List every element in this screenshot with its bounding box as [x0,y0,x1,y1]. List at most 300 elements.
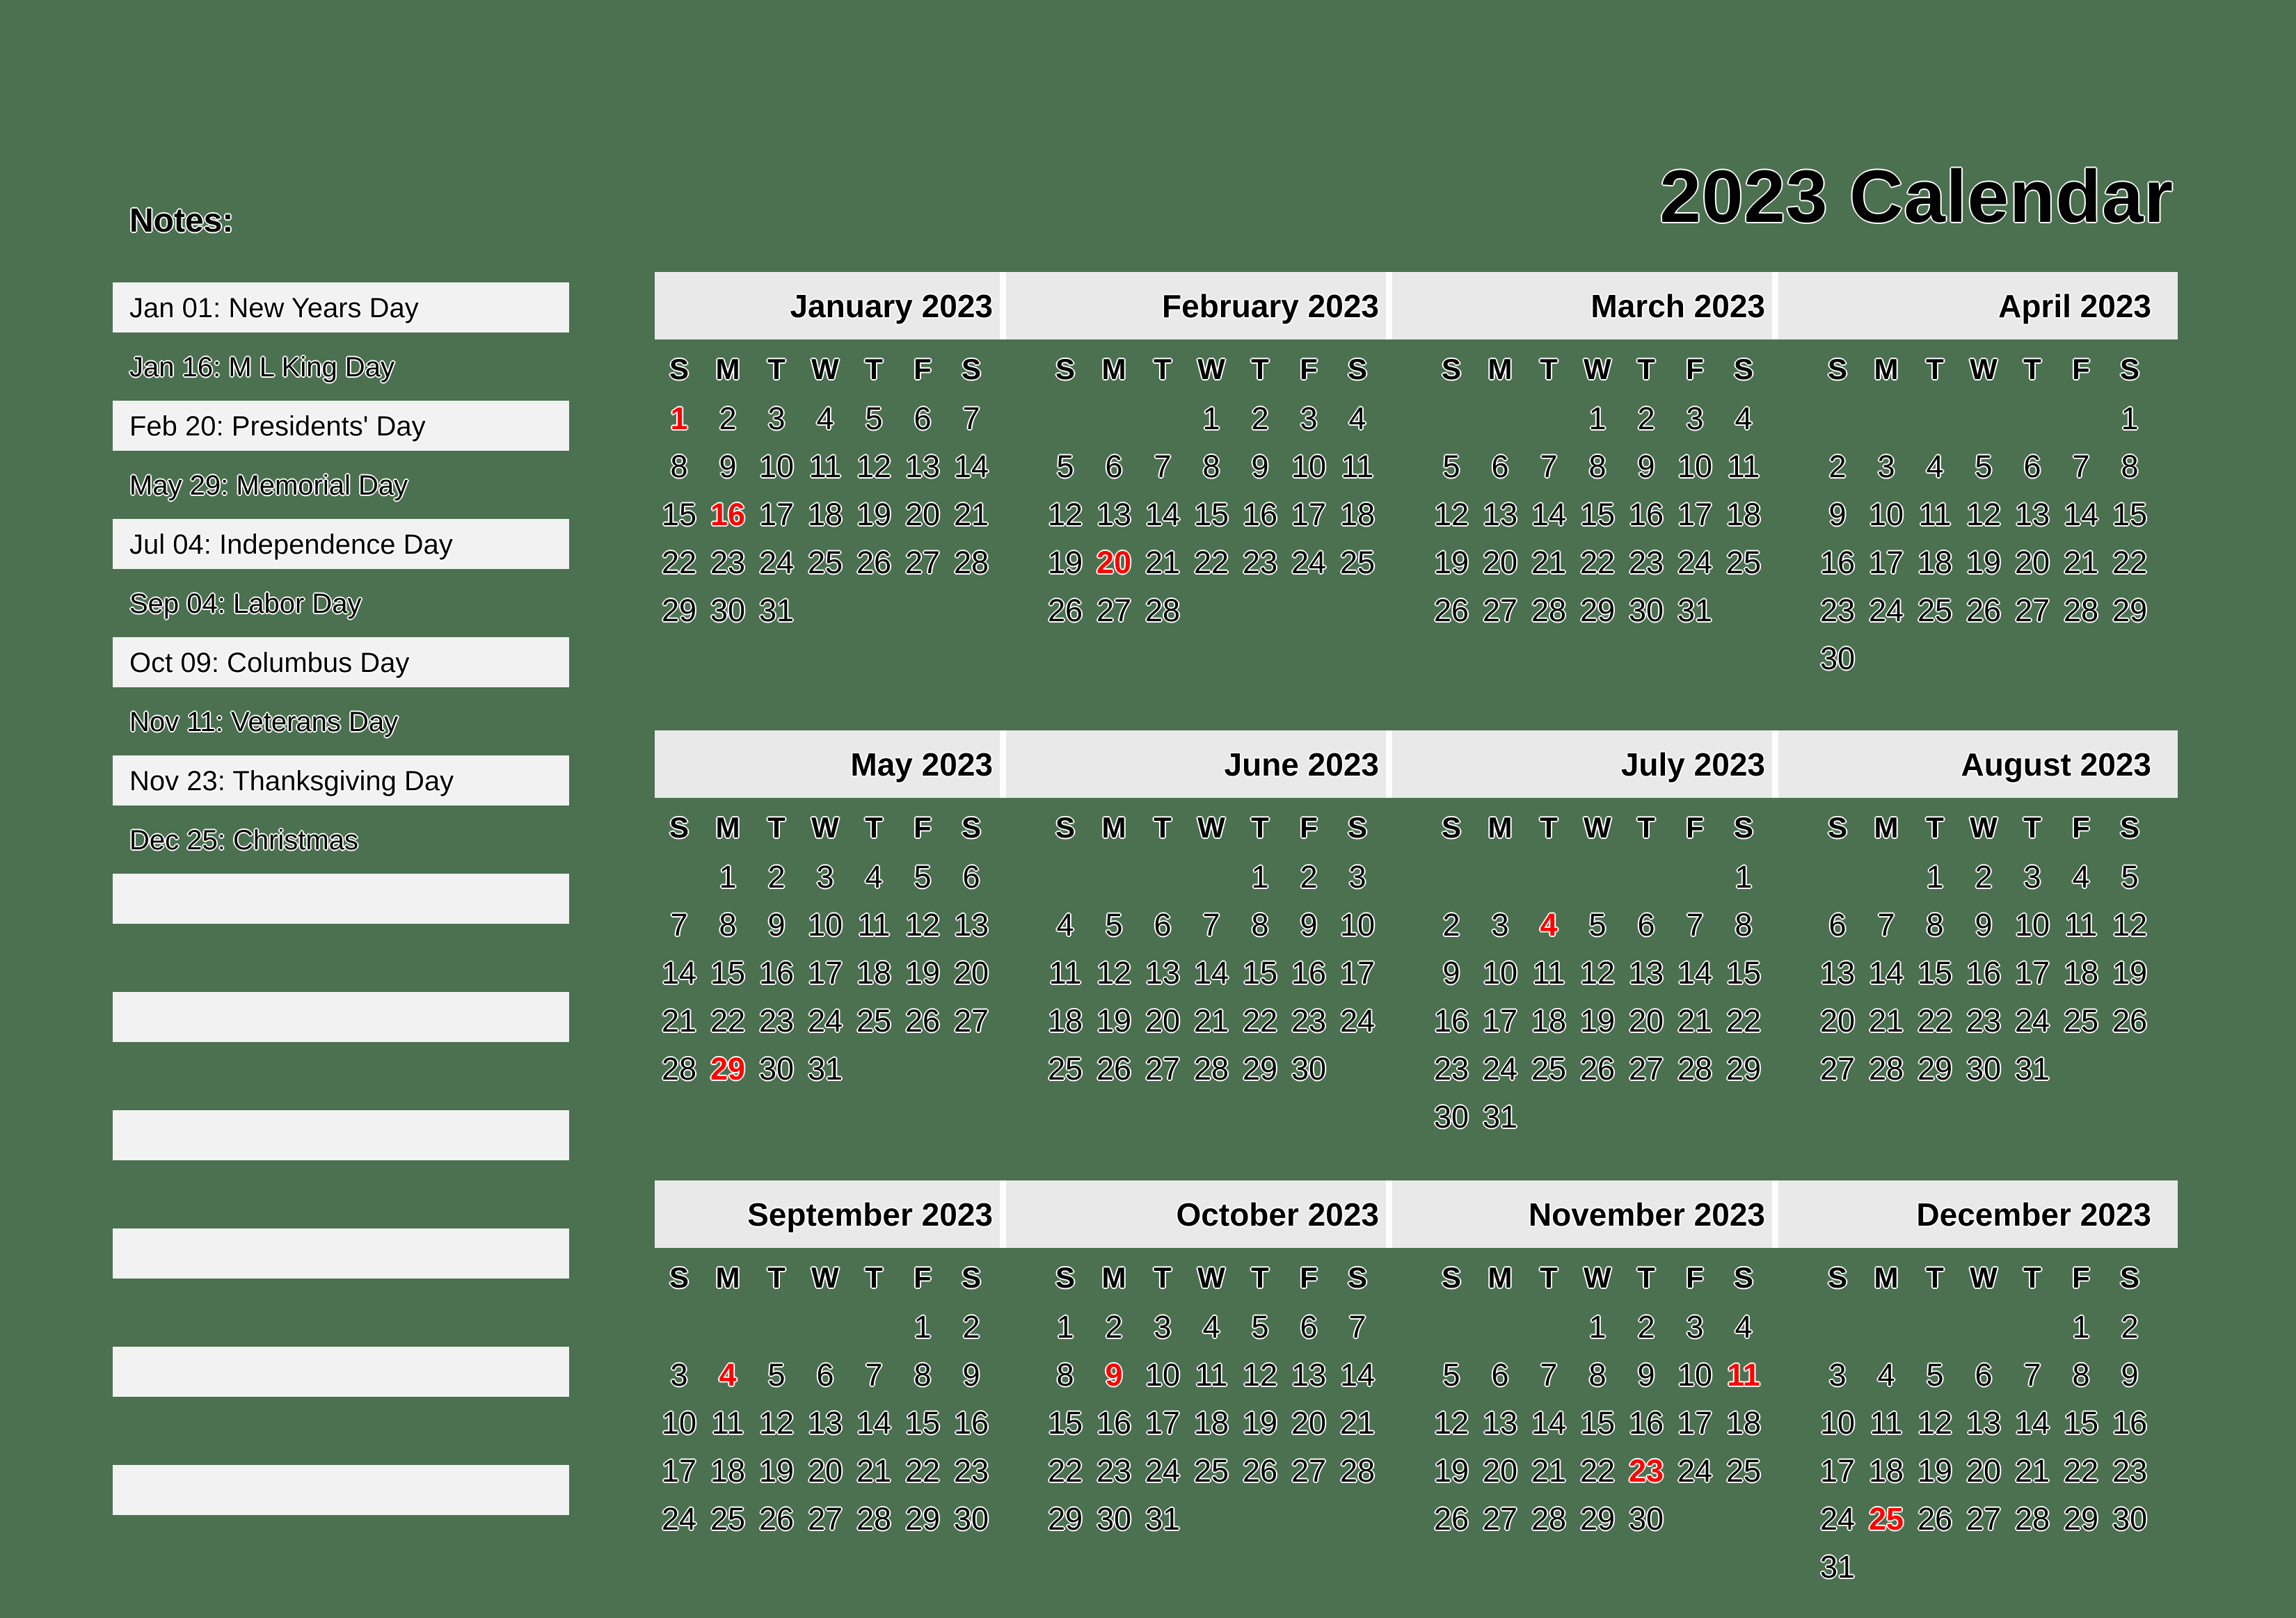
day-cell: 24 [1145,1453,1181,1489]
day-cell: 9 [962,1357,980,1393]
day-cell: 14 [1193,955,1229,991]
day-cell: 1 [1056,1309,1074,1345]
day-cell: 16 [1291,955,1327,991]
day-cell: 1 [2072,1309,2090,1345]
day-cell: 23 [710,545,746,580]
day-cell: 20 [1482,1453,1518,1489]
day-cell: 2 [962,1309,980,1345]
weekday-letter: W [1584,353,1611,385]
empty-note-row [113,1051,569,1101]
month-title: September 2023 [747,1196,993,1233]
week-row [1041,1399,1382,1447]
weekday-letter: F [914,811,932,844]
weekday-letter: F [2072,353,2090,385]
day-cell: 29 [1725,1051,1762,1087]
weekday-letter: M [1874,811,1899,844]
day-cell: 7 [1540,1357,1558,1393]
empty-day-cell [1573,1093,1622,1141]
week-row [655,538,996,586]
weekday-header-row [655,811,996,844]
day-cell: 12 [904,907,941,943]
day-cell: 17 [1677,1405,1713,1441]
weeks-grid [655,394,996,634]
week-row [1427,949,1768,997]
day-cell: 22 [2063,1453,2099,1489]
weeks-grid [1427,1303,1768,1543]
holiday-day-cell: 1 [670,401,688,436]
day-cell: 30 [1433,1099,1469,1135]
empty-day-cell [1476,1303,1524,1351]
day-cell: 1 [719,859,737,895]
day-cell: 2 [767,859,786,895]
day-cell: 10 [2014,907,2050,943]
day-cell: 2 [1637,401,1655,436]
day-cell: 25 [710,1501,746,1537]
day-cell: 6 [1300,1309,1318,1345]
weekday-letter: W [1970,353,1998,385]
weekday-letter: F [1300,811,1318,844]
day-cell: 25 [1725,1453,1762,1489]
day-cell: 10 [807,907,843,943]
month-february [1041,272,1427,682]
week-row [1427,1045,1768,1093]
day-cell: 26 [1579,1051,1616,1087]
empty-day-cell [2057,1045,2105,1093]
day-cell: 20 [1482,545,1518,580]
day-cell: 27 [1819,1051,1856,1087]
weeks-grid [1041,1303,1382,1543]
weekday-letter: T [1540,353,1558,385]
weekday-letter: S [669,811,689,844]
day-cell: 27 [1145,1051,1181,1087]
weeks-grid [1041,853,1382,1093]
empty-day-cell [1719,586,1768,634]
empty-day-cell [655,1303,703,1351]
empty-day-cell [1476,394,1524,442]
day-cell: 14 [856,1405,892,1441]
day-cell: 16 [1433,1003,1469,1039]
empty-day-cell [1236,1495,1284,1543]
weekday-letter: M [715,1261,740,1294]
holiday-day-cell: 4 [1540,907,1558,943]
empty-note-row [113,1406,569,1456]
day-cell: 22 [1242,1003,1278,1039]
day-cell: 17 [2014,955,2050,991]
day-cell: 27 [1966,1501,2002,1537]
week-row [1813,1447,2154,1495]
day-cell: 26 [856,545,892,580]
day-cell: 5 [1975,449,1993,484]
day-cell: 8 [1202,449,1220,484]
day-cell: 10 [1339,907,1376,943]
day-cell: 14 [2014,1405,2050,1441]
day-cell: 28 [2063,593,2099,628]
day-cell: 27 [1482,593,1518,628]
week-row [1041,586,1382,634]
weekday-letter: T [1251,353,1269,385]
day-cell: 7 [1686,907,1704,943]
weekday-letter: S [1827,353,1847,385]
day-cell: 8 [914,1357,932,1393]
month-title: December 2023 [1916,1196,2151,1233]
day-cell: 2 [1105,1309,1123,1345]
day-cell: 13 [1628,955,1664,991]
day-cell: 13 [1819,955,1856,991]
weekday-letter: S [1827,811,1847,844]
day-cell: 21 [1339,1405,1376,1441]
day-cell: 7 [670,907,688,943]
week-row [1427,1351,1768,1399]
empty-day-cell [703,1303,752,1351]
week-row [1427,586,1768,634]
day-cell: 18 [710,1453,746,1489]
weekday-letter: T [767,811,786,844]
week-row [1427,1303,1768,1351]
empty-day-cell [1041,853,1090,901]
weekday-header-row [1427,353,1768,386]
week-row [1813,442,2154,490]
day-cell: 11 [1870,1405,1903,1441]
week-row [1041,1303,1382,1351]
day-cell: 17 [1819,1453,1856,1489]
day-cell: 9 [1975,907,1993,943]
day-cell: 23 [1628,545,1664,580]
day-cell: 30 [758,1051,795,1087]
day-cell: 16 [758,955,795,991]
day-cell: 24 [807,1003,843,1039]
day-cell: 24 [2014,1003,2050,1039]
day-cell: 26 [904,1003,941,1039]
weekday-letter: W [1584,1261,1611,1294]
month-june [1041,730,1427,1141]
holiday-note-row: Feb 20: Presidents' Day [113,401,569,451]
day-cell: 9 [1442,955,1460,991]
day-cell: 12 [1966,497,2002,532]
weeks-grid [1813,1303,2154,1591]
day-cell: 24 [1482,1051,1518,1087]
day-cell: 29 [2112,593,2148,628]
day-cell: 12 [856,449,892,484]
weekday-header-row [1427,811,1768,844]
day-cell: 10 [1868,497,1904,532]
holiday-note-row: Nov 23: Thanksgiving Day [113,755,569,806]
week-row [655,1447,996,1495]
day-cell: 24 [1677,1453,1713,1489]
day-cell: 6 [1154,907,1172,943]
day-cell: 6 [1105,449,1123,484]
holiday-day-cell: 25 [1868,1501,1904,1537]
day-cell: 8 [2121,449,2139,484]
holiday-note-row: Jan 01: New Years Day [113,282,569,333]
day-cell: 12 [1242,1357,1278,1393]
empty-day-cell [1427,394,1476,442]
day-cell: 3 [816,859,834,895]
day-cell: 16 [1242,497,1278,532]
day-cell: 3 [1686,401,1704,436]
empty-day-cell [947,1045,996,1093]
day-cell: 15 [1725,955,1762,991]
day-cell: 18 [1193,1405,1229,1441]
day-cell: 3 [2023,859,2041,895]
holiday-note-row: Sep 04: Labor Day [129,588,362,619]
day-cell: 21 [1868,1003,1904,1039]
day-cell: 14 [1145,497,1181,532]
day-cell: 8 [670,449,688,484]
day-cell: 11 [1049,955,1082,991]
day-cell: 31 [1677,593,1713,628]
day-cell: 17 [1291,497,1327,532]
month-title: April 2023 [1998,288,2151,324]
weekday-letter: T [1154,353,1172,385]
day-cell: 9 [719,449,737,484]
week-row [1427,1093,1768,1141]
empty-day-cell [1959,1303,2008,1351]
day-cell: 18 [807,497,843,532]
empty-day-cell [1862,1303,1911,1351]
day-cell: 6 [1491,1357,1509,1393]
empty-note-row [113,1465,569,1515]
day-cell: 1 [1735,859,1753,895]
month-title: October 2023 [1176,1196,1379,1233]
week-row [655,442,996,490]
weekday-letter: S [1441,1261,1461,1294]
holiday-day-cell: 16 [710,497,746,532]
day-cell: 18 [1531,1003,1567,1039]
day-cell: 3 [670,1357,688,1393]
day-cell: 19 [1433,545,1469,580]
weekday-letter: W [811,353,839,385]
day-cell: 9 [1637,1357,1655,1393]
empty-day-cell [1671,1093,1719,1141]
empty-day-cell [1813,394,1862,442]
week-row [655,1303,996,1351]
week-row [1041,853,1382,901]
day-cell: 6 [962,859,980,895]
day-cell: 20 [953,955,989,991]
day-cell: 1 [1251,859,1269,895]
day-cell: 5 [865,401,883,436]
month-title: November 2023 [1528,1196,1765,1233]
day-cell: 1 [1588,1309,1607,1345]
week-row [1813,538,2154,586]
empty-note-row [113,992,569,1042]
month-september [655,1180,1041,1591]
weekday-letter: S [1441,811,1461,844]
holiday-day-cell: 29 [710,1051,746,1087]
day-cell: 15 [1193,497,1229,532]
empty-day-cell [752,1303,801,1351]
day-cell: 12 [1096,955,1132,991]
day-cell: 14 [1339,1357,1376,1393]
day-cell: 14 [1531,1405,1567,1441]
empty-day-cell [1427,1303,1476,1351]
day-cell: 17 [758,497,795,532]
day-cell: 4 [1348,401,1366,436]
day-cell: 13 [1966,1405,2002,1441]
notes-list [113,282,569,1524]
holiday-day-cell: 20 [1096,545,1132,580]
week-row [1813,997,2154,1045]
week-row [655,853,996,901]
empty-day-cell [1862,394,1911,442]
day-cell: 9 [1300,907,1318,943]
day-cell: 5 [1926,1357,1944,1393]
weekday-header-row [655,1261,996,1295]
day-cell: 22 [1579,1453,1616,1489]
day-cell: 30 [1966,1051,2002,1087]
day-cell: 22 [2112,545,2148,580]
day-cell: 23 [2112,1453,2148,1489]
empty-day-cell [1138,394,1187,442]
week-row [1813,853,2154,901]
day-cell: 6 [1975,1357,1993,1393]
day-cell: 12 [1433,497,1469,532]
week-row [655,997,996,1045]
day-cell: 29 [2063,1501,2099,1537]
empty-day-cell [1041,394,1090,442]
week-row [1427,490,1768,538]
day-cell: 17 [1868,545,1904,580]
day-cell: 20 [1966,1453,2002,1489]
empty-day-cell [2057,394,2105,442]
day-cell: 21 [1531,545,1567,580]
day-cell: 2 [1251,401,1269,436]
day-cell: 19 [2112,955,2148,991]
empty-day-cell [655,853,703,901]
day-cell: 19 [1096,1003,1132,1039]
empty-day-cell [1959,394,2008,442]
day-cell: 26 [1433,593,1469,628]
weekday-letter: T [865,811,883,844]
day-cell: 16 [1966,955,2002,991]
weekday-letter: S [961,1261,981,1294]
day-cell: 17 [807,955,843,991]
day-cell: 15 [710,955,746,991]
day-cell: 23 [1242,545,1278,580]
day-cell: 30 [710,593,746,628]
week-row [1041,949,1382,997]
weekday-letter: T [1540,1261,1558,1294]
day-cell: 25 [1531,1051,1567,1087]
day-cell: 13 [1291,1357,1327,1393]
day-cell: 24 [661,1501,697,1537]
day-cell: 31 [1145,1501,1181,1537]
day-cell: 1 [1202,401,1220,436]
month-title: March 2023 [1591,288,1765,324]
month-title: June 2023 [1224,746,1379,783]
week-row [1427,901,1768,949]
empty-day-cell [1959,634,2008,682]
day-cell: 23 [1966,1003,2002,1039]
day-cell: 18 [856,955,892,991]
week-row [655,586,996,634]
empty-day-cell [1813,853,1862,901]
day-cell: 3 [1300,401,1318,436]
day-cell: 3 [1686,1309,1704,1345]
empty-note-row [113,874,569,924]
day-cell: 20 [1291,1405,1327,1441]
holiday-note-row: Nov 11: Veterans Day [129,707,399,737]
week-row [1427,853,1768,901]
weekday-letter: M [715,811,740,844]
day-cell: 11 [711,1405,744,1441]
weekday-letter: F [1300,353,1318,385]
day-cell: 25 [1917,593,1953,628]
day-cell: 16 [2112,1405,2148,1441]
weekday-header-row [655,353,996,386]
day-cell: 26 [758,1501,795,1537]
weekday-letter: S [961,811,981,844]
day-cell: 26 [1047,593,1083,628]
day-cell: 23 [1433,1051,1469,1087]
empty-day-cell [1862,853,1911,901]
weekday-letter: S [1441,353,1461,385]
week-row [655,1495,996,1543]
week-row [1813,949,2154,997]
week-row [1041,1495,1382,1543]
weekday-letter: M [1101,811,1126,844]
day-cell: 6 [1637,907,1655,943]
week-row [1813,1543,2154,1591]
day-cell: 30 [1819,641,1856,676]
day-cell: 21 [856,1453,892,1489]
day-cell: 4 [1202,1309,1220,1345]
day-cell: 13 [1482,497,1518,532]
day-cell: 17 [1677,497,1713,532]
day-cell: 7 [1877,907,1895,943]
empty-day-cell [1813,1303,1862,1351]
weekday-letter: T [1926,353,1944,385]
empty-day-cell [1524,1093,1573,1141]
month-november [1427,1180,1813,1591]
empty-day-cell [1090,394,1138,442]
day-cell: 5 [1442,449,1460,484]
day-cell: 20 [807,1453,843,1489]
day-cell: 14 [1677,955,1713,991]
day-cell: 4 [1735,401,1753,436]
day-cell: 28 [2014,1501,2050,1537]
day-cell: 29 [1579,593,1616,628]
weekday-letter: W [1970,811,1998,844]
empty-note-row [113,1110,569,1160]
day-cell: 12 [1579,955,1616,991]
day-cell: 31 [758,593,795,628]
day-cell: 23 [1819,593,1856,628]
day-cell: 6 [1491,449,1509,484]
month-may [655,730,1041,1141]
empty-day-cell [1911,394,1959,442]
weeks-grid [1427,394,1768,634]
day-cell: 23 [758,1003,795,1039]
empty-day-cell [1911,1303,1959,1351]
week-row [1427,394,1768,442]
weekday-letter: S [1055,811,1075,844]
empty-day-cell [2105,1543,2154,1591]
weekday-letter: M [1488,811,1513,844]
holiday-day-cell: 23 [1628,1453,1664,1489]
day-cell: 21 [2014,1453,2050,1489]
month-october [1041,1180,1427,1591]
day-cell: 12 [2112,907,2148,943]
empty-day-cell [2008,1303,2057,1351]
weekday-letter: T [1251,1261,1269,1294]
day-cell: 30 [1291,1051,1327,1087]
day-cell: 3 [1828,1357,1847,1393]
day-cell: 27 [904,545,941,580]
week-row [1427,1495,1768,1543]
weekday-letter: M [1101,353,1126,385]
empty-day-cell [947,586,996,634]
